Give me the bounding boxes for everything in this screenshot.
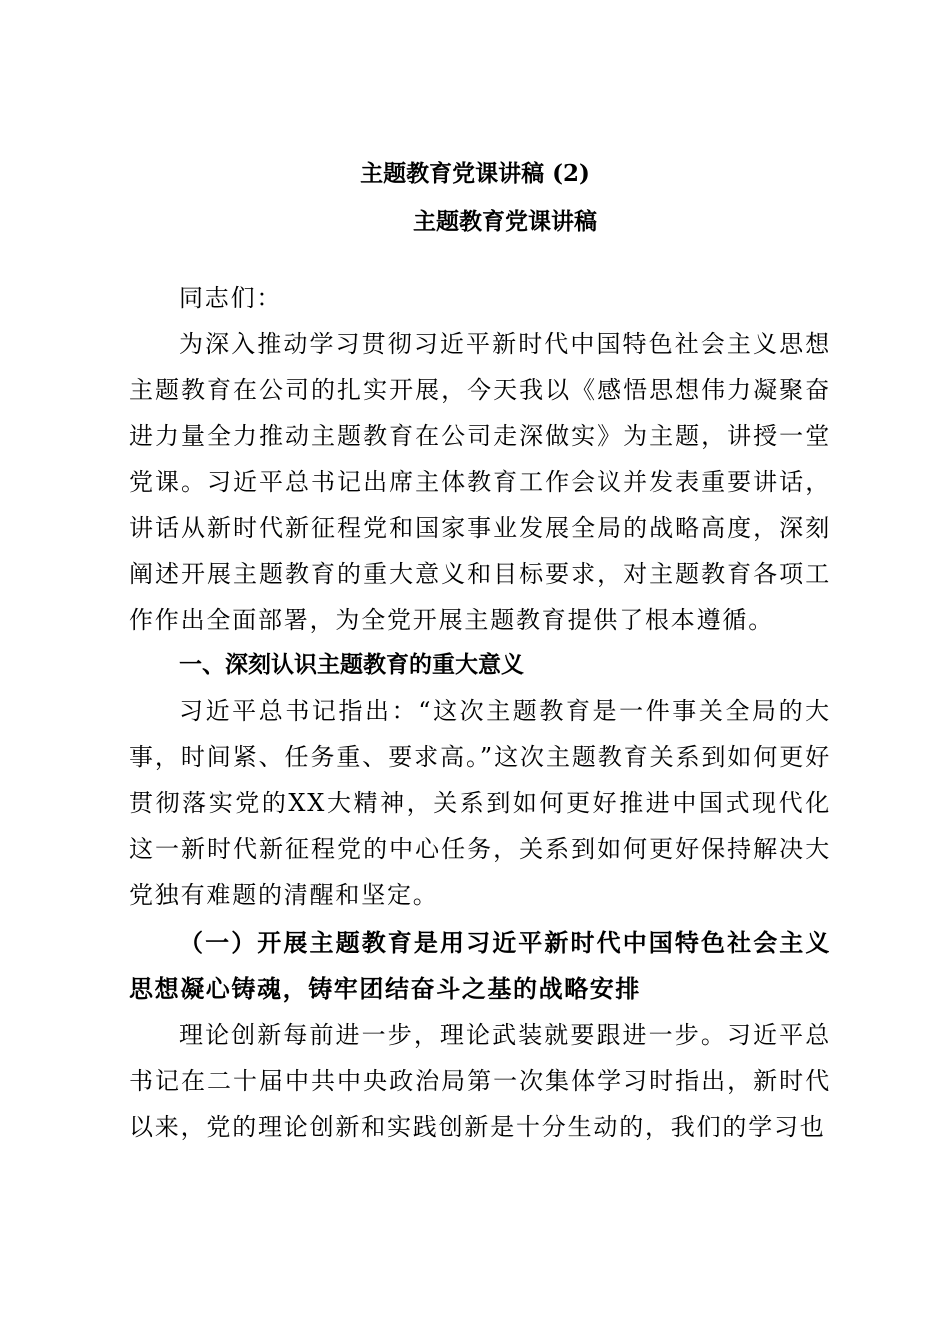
subsection-heading-1: （一）开展主题教育是用习近平新时代中国特色社会主义思想凝心铸魂，铸牢团结奋斗之基的战略安排	[129, 928, 831, 1003]
subsection1-paragraph: 理论创新每前进一步，理论武装就要跟进一步。习近平总书记在二十届中共中央政治局第一次集体学习时指出，新时代以来，党的理论创新和实践创新是十分生动的，我们的学习也	[129, 1021, 831, 1141]
document-subtitle: 主题教育党课讲稿	[413, 208, 597, 235]
section1-paragraph: 习近平总书记指出：“这次主题教育是一件事关全局的大事，时间紧、任务重、要求高。”这次主题教育关系到如何更好贯彻落实党的XX大精神，关系到如何更好推进中国式现代化这一新时代新征程党的中心任务，关系到如何更好保持解决大党独有难题的清醒和坚定。	[129, 697, 831, 909]
section-heading-1: 一、深刻认识主题教育的重大意义	[179, 652, 524, 678]
intro-paragraph: 为深入推动学习贯彻习近平新时代中国特色社会主义思想主题教育在公司的扎实开展，今天我以《感悟思想伟力凝聚奋进力量全力推动主题教育在公司走深做实》为主题，讲授一堂党课。习近平总书记出席主体教育工作会议并发表重要讲话，讲话从新时代新征程党和国家事业发展全局的战略高度，深刻阐述开展主题教育的重大意义和目标要求，对主题教育各项工作作出全面部署，为全党开展主题教育提供了根本遵循。	[129, 330, 831, 634]
greeting: 同志们：	[179, 284, 283, 312]
document-title: 主题教育党课讲稿 (2)	[360, 160, 590, 187]
